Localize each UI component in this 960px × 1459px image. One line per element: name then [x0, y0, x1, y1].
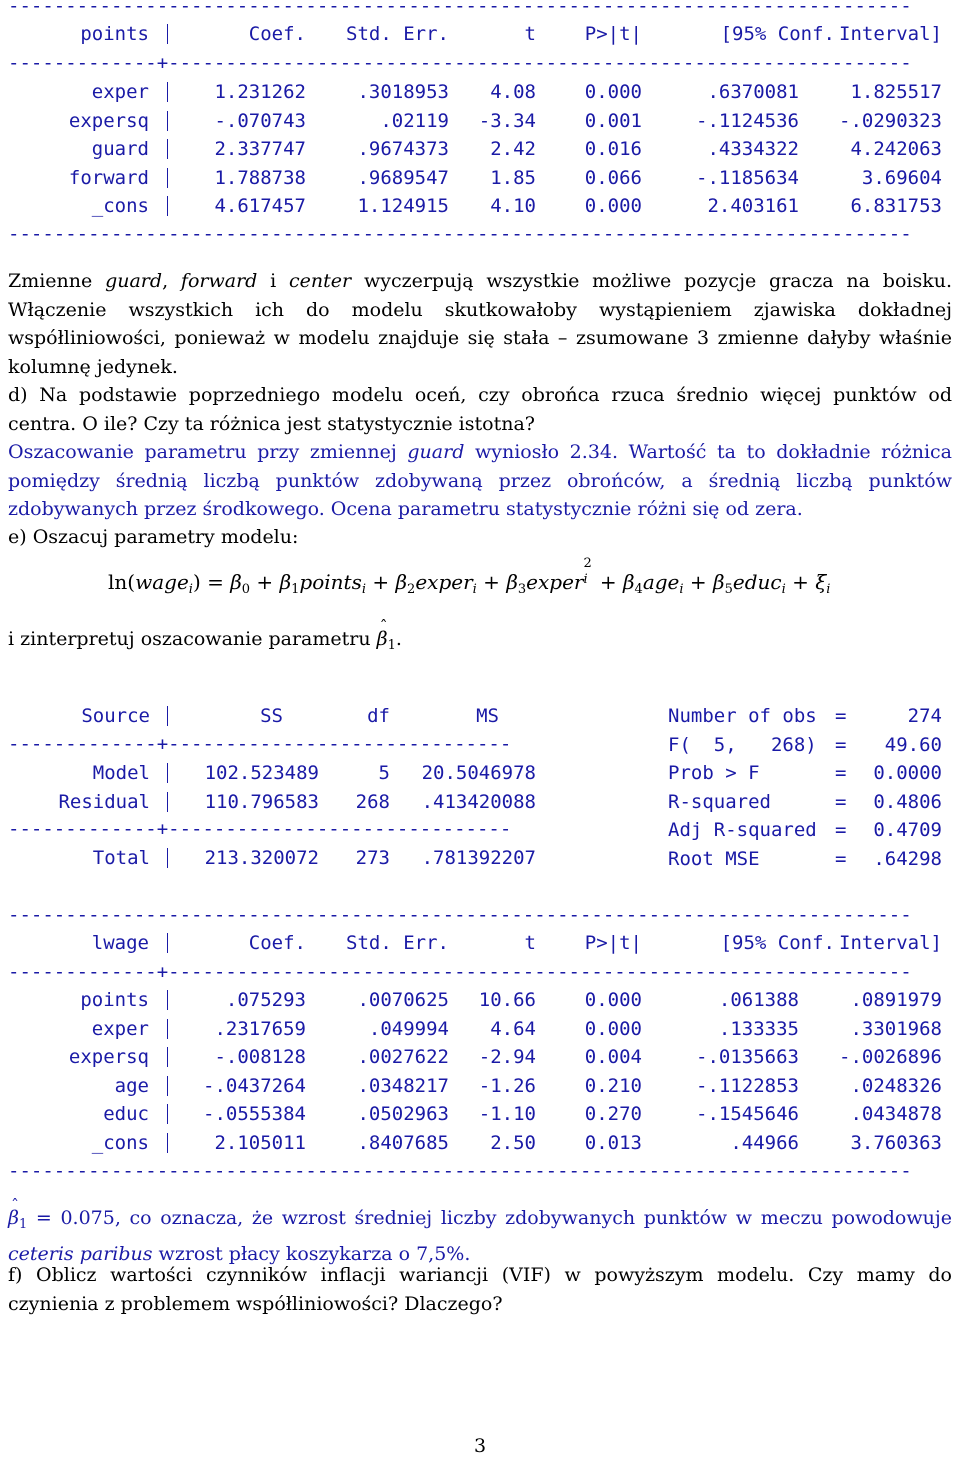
model-stat-equals: =	[835, 762, 847, 784]
table2-cell: .0434878	[850, 1103, 942, 1125]
anova-cell: 268	[355, 790, 390, 813]
question-e: e) Oszacuj parametry modelu:	[8, 526, 299, 548]
table1-header-p: P>|t|	[584, 23, 642, 45]
model-stat-equals: =	[835, 847, 847, 870]
table2-row	[0, 1072, 960, 1101]
table2-cell: 2.105011	[214, 1131, 306, 1154]
table2-cell: -.008128	[214, 1046, 306, 1068]
table1-varname: exper	[91, 81, 149, 103]
table1-cell: .6370081	[707, 81, 799, 103]
table1-row	[0, 78, 960, 107]
table2-cell: .0502963	[357, 1103, 449, 1125]
table2-row	[0, 1043, 960, 1072]
var-guard: guard	[407, 441, 465, 463]
table1-varname: expersq	[68, 109, 149, 132]
model-stat-value: 0.0000	[873, 762, 942, 784]
table1-separator	[167, 139, 168, 159]
table2-cell: 0.004	[584, 1046, 642, 1068]
model-stat-equals: =	[835, 819, 847, 841]
table1-cell: 2.42	[490, 138, 536, 160]
table2-row	[0, 1100, 960, 1129]
anova-cell: .413420088	[421, 790, 536, 813]
anova-cell: 102.523489	[204, 762, 319, 784]
model-stat-row	[668, 759, 948, 788]
anova-cell: 20.5046978	[421, 762, 536, 784]
anova-total-row: Total 213.320072 273 .781392207	[92, 847, 536, 869]
table1-cell: 4.617457	[214, 195, 306, 217]
table2-cell: -.0026896	[839, 1046, 942, 1068]
table2-varname: expersq	[68, 1046, 149, 1068]
table2-cell: 2.50	[490, 1131, 536, 1154]
table1-cell: 1.124915	[357, 195, 449, 217]
table2-cell: .8407685	[357, 1131, 449, 1154]
table1-cell: 1.85	[490, 166, 536, 189]
page-number: 3	[473, 1435, 487, 1457]
interpret-line: i zinterpretuj oszacowanie parametru ˆ $\beta_1$.	[8, 625, 952, 661]
table1-cell: 3.69604	[861, 166, 942, 189]
table1-separator	[167, 168, 168, 188]
table2-cell: .075293	[225, 989, 306, 1011]
table1-cell: -3.34	[478, 109, 536, 132]
table1-separator	[167, 82, 168, 102]
table2-cell: .133335	[718, 1017, 799, 1040]
model-stat-equals: =	[835, 705, 847, 727]
table1-cell: .3018953	[357, 81, 449, 103]
model-stat-label: Number of obs	[668, 705, 817, 727]
table2-cell: 0.210	[584, 1074, 642, 1097]
table2-varname: educ	[103, 1103, 149, 1125]
model-stat-value: 0.4709	[873, 819, 942, 841]
table1-varname: guard	[91, 138, 149, 160]
table1-cell: 6.831753	[850, 195, 942, 217]
table1-cell: 0.000	[584, 195, 642, 217]
table2-cell: 4.64	[490, 1017, 536, 1040]
table1-cell: 0.016	[584, 138, 642, 160]
model-stat-row	[668, 731, 948, 760]
table1-cell: 0.000	[584, 81, 642, 103]
table1-varname: _cons	[91, 195, 149, 217]
table1-cell: 1.825517	[850, 81, 942, 103]
table2-separator	[167, 1076, 168, 1096]
model-stat-equals: =	[835, 733, 847, 756]
table1-row	[0, 135, 960, 164]
table2-cell: .44966	[730, 1131, 799, 1154]
table1-cell: 0.066	[584, 166, 642, 189]
anova-row	[0, 788, 560, 817]
table2-cell: -.1122853	[696, 1074, 799, 1097]
table1-header-row	[0, 20, 960, 49]
table2-cell: .0891979	[850, 989, 942, 1011]
table2-separator	[167, 1047, 168, 1067]
table2-cell: .061388	[718, 989, 799, 1011]
table2-rule-mid: -------------+-----------------------------------------------------------------	[8, 961, 912, 983]
table1-varname: forward	[68, 166, 149, 189]
table1-cell: -.1185634	[696, 166, 799, 189]
table2-varname: _cons	[91, 1131, 149, 1154]
table2-separator	[167, 1019, 168, 1039]
anova-cell: Residual	[58, 790, 150, 813]
model-stat-label: Prob > F	[668, 762, 760, 784]
model-stat-label: F( 5, 268)	[668, 733, 817, 756]
beta-hat: ˆ β	[377, 625, 388, 654]
anova-separator	[167, 792, 168, 812]
table2-header-row: lwage Coef. Std. Err. t P>|t| [95% Conf. Interval]	[91, 932, 942, 954]
table1-cell: 2.337747	[214, 138, 306, 160]
anova-cell: 5	[378, 762, 390, 784]
table2-separator	[167, 1104, 168, 1124]
table2-cell: -.0135663	[696, 1046, 799, 1068]
table1-cell: .02119	[380, 109, 449, 132]
table2-rule-top: -------------------------------------------------------------------------------	[8, 904, 912, 926]
table2-row	[0, 1129, 960, 1158]
answer-d: Oszacowanie parametru przy zmiennej guard wyniosło 2.34. Wartość ta to dokładnie różnica pomiędzy średnią liczbą punktów zdobywaną przez obrońców, a średnią liczbą punktów zdobywanych przez środkowego. Ocena parametru statystycznie różni się od zera.	[8, 441, 952, 520]
table2-varname: age	[114, 1074, 149, 1097]
anova-row	[0, 759, 560, 788]
paragraph-collinearity: Zmienne guard, forward i center wyczerpują wszystkie możliwe pozycje gracza na boisku. Włączenie wszystkich ich do modelu skutkowałoby wystąpieniem zjawiska dokładnej współliniowości, ponieważ w modelu znajduje się stała – zsumowane 3 zmienne dałyby właśnie kolumnę jedynek.	[8, 270, 952, 378]
table1-cell: -.070743	[214, 109, 306, 132]
table1-separator	[167, 196, 168, 216]
table1-cell: 4.10	[490, 195, 536, 217]
table1-header-interval: Interval]	[839, 23, 942, 45]
model-stat-row	[668, 845, 948, 874]
table2-cell: .049994	[368, 1017, 449, 1040]
table1-header-t: t	[524, 23, 536, 45]
beta-hat: ˆ β	[8, 1204, 19, 1233]
table2-row	[0, 986, 960, 1015]
ceteris-paribus: ceteris paribus	[8, 1242, 153, 1265]
question-d: d) Na podstawie poprzedniego modelu oceń, czy obrońca rzuca średnio więcej punktów od centra. O ile? Czy ta różnica jest statystycznie istotna?	[8, 384, 952, 435]
anova-separator	[167, 763, 168, 783]
table2-cell: 0.000	[584, 989, 642, 1011]
anova-rule-1: -------------+------------------------------	[8, 733, 512, 755]
table1-cell: .4334322	[707, 138, 799, 160]
table2-cell: -1.10	[478, 1103, 536, 1125]
table1-rule-top: -------------------------------------------------------------------------------	[8, 0, 912, 17]
model-stat-label: Adj R-squared	[668, 819, 817, 841]
table1-cell: 1.231262	[214, 81, 306, 103]
model-stat-label: R-squared	[668, 790, 771, 813]
model-stat-label: Root MSE	[668, 847, 760, 870]
table2-cell: 3.760363	[850, 1131, 942, 1154]
model-stat-value: 274	[907, 705, 942, 727]
question-f: f) Oblicz wartości czynników inflacji wariancji (VIF) w powyższym modelu. Czy mamy do czynienia z problemem współliniowości? Dlaczego?	[8, 1264, 952, 1315]
table1-row	[0, 164, 960, 193]
var-guard: guard	[105, 270, 163, 292]
table1-header-separator	[167, 24, 168, 44]
model-stat-value: .64298	[873, 847, 942, 870]
table1-cell: 1.788738	[214, 166, 306, 189]
model-equation: ln(wage$_i$) = $\beta_0$ + $\beta_1points_i$ + $\beta_2exper_i$ + $\beta_3exper$ 2 i + $\beta_4age_i$ + $\beta_5educ_i + \xi_i$	[108, 556, 831, 597]
table1-cell: -.0290323	[839, 109, 942, 132]
table1-cell: -.1124536	[696, 109, 799, 132]
table2-cell: -.1545646	[696, 1103, 799, 1125]
table1-row	[0, 107, 960, 136]
table2-cell: -.0437264	[203, 1074, 306, 1097]
anova-cell: 110.796583	[204, 790, 319, 813]
table1-cell: .9689547	[357, 166, 449, 189]
table1-header-coef: Coef.	[248, 23, 306, 45]
table2-cell: -2.94	[478, 1046, 536, 1068]
table2-varname: points	[80, 989, 149, 1011]
table2-separator	[167, 1133, 168, 1153]
table1-header-conf: [95% Conf.	[720, 23, 835, 45]
table1-rule-bottom: -------------------------------------------------------------------------------	[8, 223, 912, 245]
table1-cell: 4.242063	[850, 138, 942, 160]
table2-cell: .0070625	[357, 989, 449, 1011]
model-stat-equals: =	[835, 790, 847, 813]
table2-cell: .0348217	[357, 1074, 449, 1097]
table2-cell: .2317659	[214, 1017, 306, 1040]
table2-cell: .0027622	[357, 1046, 449, 1068]
anova-rule-2: -------------+------------------------------	[8, 818, 512, 840]
table2-cell: .3301968	[850, 1017, 942, 1040]
table2-row	[0, 1015, 960, 1044]
model-stat-row	[668, 816, 948, 845]
var-center: center	[289, 270, 352, 292]
table2-cell: -.0555384	[203, 1103, 306, 1125]
table2-cell: -1.26	[478, 1074, 536, 1097]
table1-header-dep: points	[80, 23, 149, 45]
table1-separator	[167, 111, 168, 131]
table1-cell: .9674373	[357, 138, 449, 160]
table2-varname: exper	[91, 1017, 149, 1040]
table2-rule-bottom: -------------------------------------------------------------------------------	[8, 1160, 912, 1182]
model-stat-row	[668, 702, 948, 731]
table1-cell: 2.403161	[707, 195, 799, 217]
table2-separator	[167, 990, 168, 1010]
table1-rule-mid: -------------+-----------------------------------------------------------------	[8, 52, 912, 74]
table2-cell: .0248326	[850, 1074, 942, 1097]
table2-cell: 10.66	[478, 989, 536, 1011]
model-stat-value: 0.4806	[873, 790, 942, 813]
table2-cell: 0.000	[584, 1017, 642, 1040]
table2-cell: 0.013	[584, 1131, 642, 1154]
table1-header-stderr: Std. Err.	[346, 23, 449, 45]
anova-header-row: Source SS df MS	[81, 705, 499, 727]
var-forward: forward	[180, 270, 258, 292]
model-stat-row	[668, 788, 948, 817]
model-stat-value: 49.60	[884, 733, 942, 756]
answer-e: ˆ $\beta_1 = 0.075$, co oznacza, że wzrost średniej liczby zdobywanych punktów w meczu powodowuje ceteris paribus wzrost płacy koszykarza o 7,5%.	[8, 1204, 952, 1268]
table1-row	[0, 192, 960, 221]
table2-cell: 0.270	[584, 1103, 642, 1125]
table1-cell: 4.08	[490, 81, 536, 103]
table1-cell: 0.001	[584, 109, 642, 132]
anova-cell: Model	[92, 762, 150, 784]
